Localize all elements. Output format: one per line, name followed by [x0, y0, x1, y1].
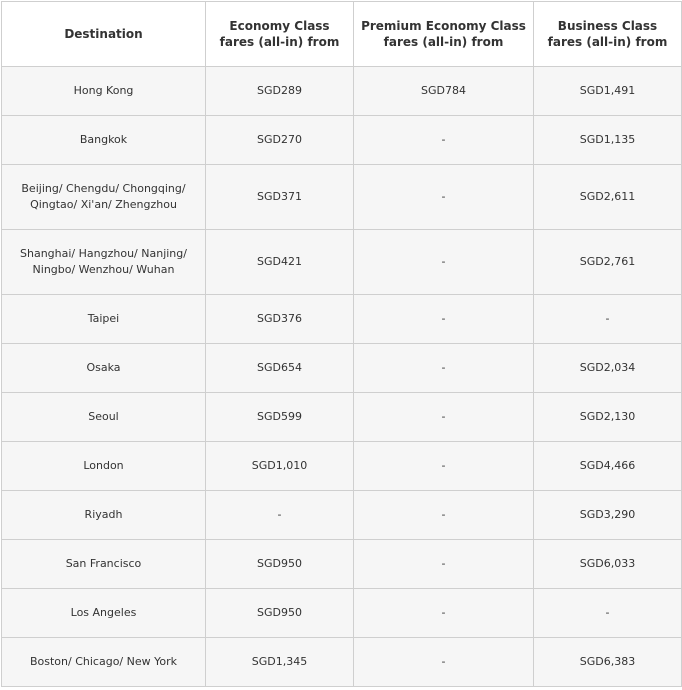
economy-fare-cell: SGD599	[206, 393, 354, 442]
premium-economy-fare-cell: -	[354, 491, 534, 540]
business-fare-cell: -	[534, 589, 682, 638]
header-business-line-1: Business Class	[557, 19, 658, 33]
header-row	[2, 2, 682, 67]
destination-cell	[2, 165, 206, 230]
business-fare-cell: SGD1,135	[534, 116, 682, 165]
header-destination-label: Destination	[64, 27, 143, 41]
destination-name: Seoul	[88, 410, 119, 423]
destination-cell	[2, 116, 206, 165]
premium-economy-fare-cell: -	[354, 442, 534, 491]
destination-name: London	[83, 459, 124, 472]
destination-cell	[2, 442, 206, 491]
destination-name: Beijing/ Chengdu/ Chongqing/	[21, 182, 186, 195]
fares-table-header	[2, 2, 682, 67]
destination-name: Los Angeles	[70, 606, 137, 619]
business-fare-cell: SGD3,290	[534, 491, 682, 540]
destination-cell	[2, 295, 206, 344]
premium-economy-fare-cell: -	[354, 116, 534, 165]
destination-name: San Francisco	[65, 557, 142, 570]
destination-cell	[2, 638, 206, 687]
table-row	[2, 442, 682, 491]
table-row	[2, 165, 682, 230]
destination-cell	[2, 491, 206, 540]
destination-name: Qingtao/ Xi'an/ Zhengzhou	[30, 198, 177, 211]
header-economy-line-2: fares (all-in) from	[219, 35, 340, 49]
economy-fare-cell: SGD1,010	[206, 442, 354, 491]
table-row	[2, 230, 682, 295]
business-fare-cell: SGD4,466	[534, 442, 682, 491]
destination-name: Bangkok	[79, 133, 128, 146]
economy-fare-cell: SGD654	[206, 344, 354, 393]
economy-fare-cell: SGD371	[206, 165, 354, 230]
destination-cell	[2, 589, 206, 638]
economy-fare-cell: SGD950	[206, 589, 354, 638]
header-economy-line-1: Economy Class	[229, 19, 330, 33]
destination-cell	[2, 393, 206, 442]
economy-fare-cell: SGD950	[206, 540, 354, 589]
premium-economy-fare-cell: -	[354, 230, 534, 295]
premium-economy-fare-cell: -	[354, 540, 534, 589]
table-row	[2, 491, 682, 540]
fares-table-body	[2, 67, 682, 687]
business-fare-cell: SGD1,491	[534, 67, 682, 116]
business-fare-cell: SGD2,761	[534, 230, 682, 295]
destination-name: Osaka	[86, 361, 121, 374]
header-premium-line-1: Premium Economy Class	[361, 19, 526, 33]
header-premium-economy	[354, 2, 534, 67]
business-fare-cell: SGD6,383	[534, 638, 682, 687]
destination-cell	[2, 67, 206, 116]
destination-name: Boston/ Chicago/ New York	[29, 655, 177, 668]
table-row	[2, 116, 682, 165]
economy-fare-cell: SGD270	[206, 116, 354, 165]
business-fare-cell: -	[534, 295, 682, 344]
premium-economy-fare-cell: -	[354, 165, 534, 230]
destination-name: Hong Kong	[73, 84, 134, 97]
economy-fare-cell: SGD421	[206, 230, 354, 295]
premium-economy-fare-cell: -	[354, 393, 534, 442]
premium-economy-fare-cell: SGD784	[354, 67, 534, 116]
premium-economy-fare-cell: -	[354, 344, 534, 393]
table-row	[2, 540, 682, 589]
fares-table	[1, 1, 682, 687]
business-fare-cell: SGD2,130	[534, 393, 682, 442]
economy-fare-cell: SGD376	[206, 295, 354, 344]
destination-cell	[2, 344, 206, 393]
premium-economy-fare-cell: -	[354, 295, 534, 344]
premium-economy-fare-cell: -	[354, 638, 534, 687]
business-fare-cell: SGD2,611	[534, 165, 682, 230]
destination-name: Riyadh	[84, 508, 123, 521]
business-fare-cell: SGD2,034	[534, 344, 682, 393]
business-fare-cell: SGD6,033	[534, 540, 682, 589]
table-row	[2, 638, 682, 687]
header-business	[534, 2, 682, 67]
table-row	[2, 344, 682, 393]
header-business-line-2: fares (all-in) from	[547, 35, 668, 49]
header-premium-line-2: fares (all-in) from	[383, 35, 504, 49]
table-row	[2, 67, 682, 116]
header-economy	[206, 2, 354, 67]
economy-fare-cell: -	[206, 491, 354, 540]
destination-name: Ningbo/ Wenzhou/ Wuhan	[32, 263, 175, 276]
destination-cell	[2, 230, 206, 295]
premium-economy-fare-cell: -	[354, 589, 534, 638]
economy-fare-cell: SGD289	[206, 67, 354, 116]
economy-fare-cell: SGD1,345	[206, 638, 354, 687]
table-row	[2, 295, 682, 344]
destination-name: Taipei	[87, 312, 120, 325]
table-row	[2, 589, 682, 638]
destination-name: Shanghai/ Hangzhou/ Nanjing/	[20, 247, 187, 260]
table-row	[2, 393, 682, 442]
destination-cell	[2, 540, 206, 589]
header-destination	[2, 2, 206, 67]
